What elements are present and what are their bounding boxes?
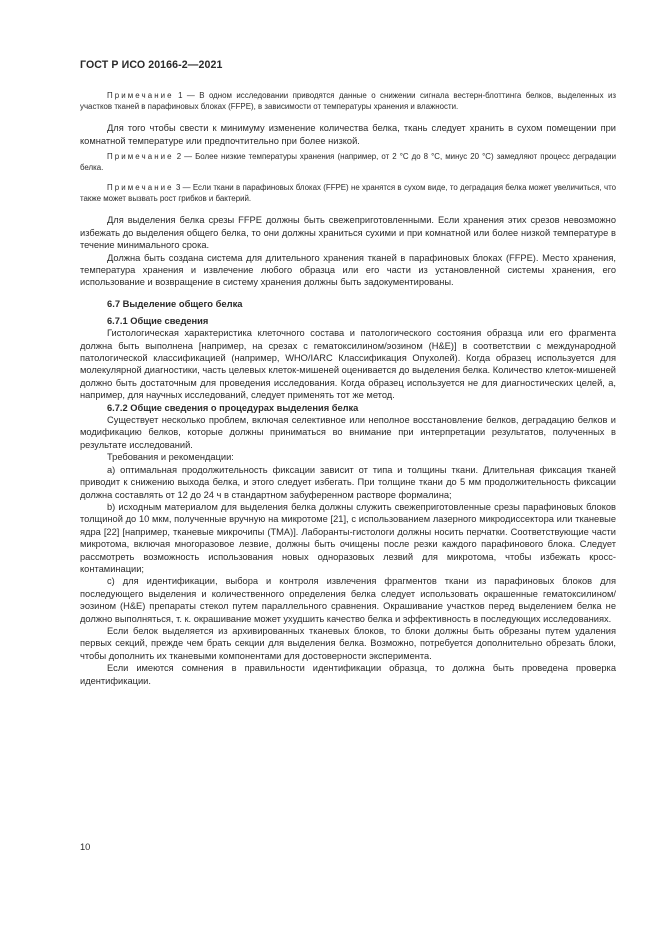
note-1: [80, 91, 616, 112]
paragraph: Для выделения белка срезы FFPE должны быть свежеприготовленными. Если хранения этих срезов невозможно избежать до выделения общего белка, то они должны храниться сухими и при комнатной или более низкой температуре в течение минимального срока.: [80, 215, 616, 251]
note-text: 2 — Более низкие температуры хранения (например, от 2 °С до 8 °С, минус 20 °С) замедляют процесс деградации белка.: [80, 152, 616, 172]
subsection-heading: 6.7.1 Общие сведения: [107, 315, 209, 326]
document-body: [80, 91, 616, 687]
paragraph: Должна быть создана система для длительного хранения тканей в парафиновых блоках (FFPE). Место хранения, температура хранения и извлечение любого образца или его части из установленной системы хранения, его использование и возвращение в систему хранения должны быть задокументированы.: [80, 252, 616, 288]
note-text: 1 — В одном исследовании приводятся данные о снижении сигнала вестерн-блоттинга белков, выделенных из участков тканей в парафиновых блоках (FFPE), в зависимости от температуры хранения и влажности.: [80, 91, 616, 111]
note-label: Примечание: [107, 91, 174, 100]
note-label: Примечание: [107, 152, 174, 161]
paragraph: Для того чтобы свести к минимуму изменение количества белка, ткань следует хранить в сухом помещении при комнатной температуре или предпочтительно при более низкой.: [80, 123, 616, 146]
note-2: [80, 152, 616, 173]
list-item: c) для идентификации, выбора и контроля извлечения фрагментов ткани из парафиновых блоков для последующего выделения и количественного определения белка следует использовать окрашенные гематоксилином/эозином (H&E) препараты стекол путем параллельного сравнения. Окрашивание участков перед выделением белка не должно выполняться, т. к. окрашивание может ухудшить качество белка и эффективность в последующих исследованиях.: [80, 576, 616, 624]
page-number: 10: [80, 842, 91, 852]
document-header: ГОСТ Р ИСО 20166-2—2021: [80, 59, 223, 71]
note-text: 3 — Если ткани в парафиновых блоках (FFPE) не хранятся в сухом виде, то деградация белка может увеличиться, что также может вызвать рост грибков и бактерий.: [80, 183, 616, 203]
paragraph: Если белок выделяется из архивированных тканевых блоков, то блоки должны быть обрезаны путем удаления первых секций, прежде чем брать секции для выделения белка. Возможно, потребуется дополнительно обрезать блоки, чтобы дополнить их тканевыми компонентами для достоверности эксперимента.: [80, 625, 616, 661]
paragraph: Существует несколько проблем, включая селективное или неполное восстановление белков, деградацию белков и модификацию белков, которые должны приниматься во внимание при интерпретации результатов, полученных в результате исследований.: [80, 415, 616, 450]
section-heading: 6.7 Выделение общего белка: [107, 297, 243, 309]
list-item: a) оптимальная продолжительность фиксации зависит от типа и толщины ткани. Длительная фиксация тканей приводит к снижению выхода белка, и этого следует избегать. При толщине ткани до 5 мм продолжительность фиксации должна составлять от 12 до 24 ч в стандартном забуференном растворе формалина;: [80, 464, 616, 500]
subsection-heading: 6.7.2 Общие сведения о процедурах выделения белка: [107, 402, 359, 413]
note-3: [80, 183, 616, 204]
paragraph: Гистологическая характеристика клеточного состава и патологического состояния образца или его фрагмента должна быть выполнена [например, на срезах с гематоксилином/эозином (H&E)] в соответствии с международной патологической классификацией (например, WHO/IARC Классификация Опухолей). Когда образец используется для молекулярной диагностики, часть целевых клеток-мишеней оценивается до выделения белка. Количество клеток-мишеней должно быть достаточным для проведения исследования. Когда образец используется не для диагностических целей, а, например, для научных исследований, следует применять тот же метод.: [80, 328, 616, 401]
note-label: Примечание: [107, 183, 174, 193]
paragraph: Если имеются сомнения в правильности идентификации образца, то должна быть проведена проверка идентификации.: [80, 663, 616, 686]
list-item: b) исходным материалом для выделения белка должны служить свежеприготовленные срезы парафиновых блоков толщиной до 10 мкм, полученные вручную на микротоме [21], с использованием лазерного микродиссектора или тканевые ядра [22] [например, тканевые микрочипы (TMA)]. Лаборанты-гистологи должны носить перчатки. Соответствующие части микротома, включая многоразовое лезвие, должны быть очищены после резки каждого парафинового блока. Следует рассмотреть возможность использования новых одноразовых лезвий для микротома, чтобы избежать кросс-контаминации;: [80, 501, 616, 574]
paragraph: Требования и рекомендации:: [107, 452, 234, 463]
